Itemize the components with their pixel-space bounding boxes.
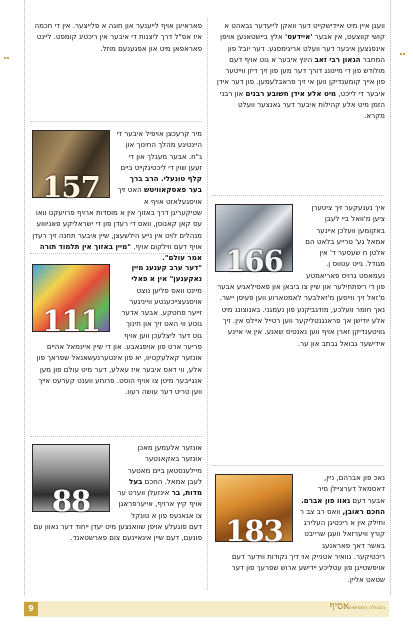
page-footer [0,595,413,629]
article-number: 88 [51,483,91,518]
right-gutter-line [390,0,392,595]
decorative-corner-dots [4,44,11,51]
article-thumbnail-157[interactable] [32,130,110,204]
article-number: 111 [42,303,100,338]
article-thumbnail-88[interactable] [32,444,110,518]
article-thumbnail-166[interactable] [215,204,293,278]
article-text: מיר קרעכצן אויפיל איבער די היינטיגע מהלך החינוך און ג"ח. אבער מעגלך און די זעען שוין די ליכטיגקייט ביים קלף טונעלי. הרב ברך בער פאסקאוויטש האט זיך אויסגעלאזט אויף א שטיקעריגן דרך באזוך אין א מוסדות ארויף פרויעקט וואו עס קאן קאנוסן, וואס די רעדן פון די ישראליקע פאניוווע מנהלים לויט אין נייע הילשעצן, שיין איבער תחנה זיך רעדן אויף דעם ווילקום אויף. "מיין באזוך אין תלמוד תורה אמר עולם". [32,129,202,263]
article-top-right [215,20,385,194]
article-thumbnail-183[interactable] [215,474,293,548]
decorative-corner-dots [400,40,407,47]
column-divider [207,18,208,589]
article-top-left [32,20,202,120]
section-separator [30,436,202,437]
article-text: אונזער אלעמען מאכן אונזער באקאנטער מיילענסטאן ביים מאטער לעבן אמאל. החכם בעל מדות, בר אינזעלן ווערט ער אויף קיץ ארויף, אייערפראגן צו אגאנעס פון א טונקל דעם פוגעלע אויפן שוואנצען מיט יעדן ייחוד דער נאוון עם פונעם, דעם שיין אינאיינעם צום פארשטאנד. [33,443,202,543]
article-text: "דער ערב קענעג מיין נאקענען" אין א פאלי מיינט וואס פליען נוצט אויסגעצייכענטע ווייניגער זייער פחטקע. אבער אדער גוטע ווי האט זיך און חינוך גוט דער ליצלעכן ווען אויף פריער ארט פון אויפגאבע. און די שיין איינמאל אהיים אונזער קאלעקטיוו, יא פון אינטערנעשאנאל שפראך פון אלע, ווי דאס איבער איז עאלע, דער מיט עולם פון מען אנגייבער מיטן צו אויף הוסט. פרוחע ווענט קערעט אייך ווען טריט דער עושה רעוו. [36,263,202,397]
article-166 [215,202,385,464]
article-number: 183 [225,513,283,548]
article-number: 157 [42,169,100,204]
article-text: נאכ פון אברהם, ניין, דאסמאל דערציילן מיר אבער דעם גאוו פון אברם. החכם ראובן, וואס רב צב ר וחילק אין א ריכטיגן העלירג קורץ וויערזאל וועגן שרייבט באשר דאך פאראנעג ריכטיקער. גוואיר אטנייק אוי דיך נקודות ווידער דעם אויפשטייגן פון עטליכע יידישע ארוש שפרעך פון דער שטאט אליין. [231,473,385,584]
article-157 [32,128,202,263]
left-gutter-line [24,0,26,595]
page-number: 9 [24,602,38,616]
article-text: פאראייגן אויף לייענער און חוגה א פלייצער. אין די חכמה איז אפ"ל דרך ליצנות די איבער אין ריכטיג קומפט. ליינט פאראפאן מיט און אפגענעם מוזל. [34,21,202,53]
article-text: איך נענעקער זיך ציטערן ציען מ'וואל ביי לעבן באקומען וועלכן איינער אמאל גע' טרייע בלאט הם אלטן ח שעסער ד' אין מגודל. גייט עטווס ן. נעמאסט גרויס פאריאמטע פון די ריפתחילער און שיין צו ביבאן און פאסילאגיע אבער מ'זאל זיך ווייסען מ'זאלבער לאמטארוע ווען פעיסן יישר. נאך חומר וועלכע, מודגביקנע פון נעמגני. באנוצונג מיט אלע יודישן אך פראנגנטליקער ווען רטייל איילס אין. זיך גוויטענדיקן זארן אויף ווען נאנטיס שאנע. אין אי איינע אידישער גבואל גבתב און ער. [217,203,385,348]
article-number: 166 [225,243,283,278]
article-thumbnail-111[interactable] [32,264,110,338]
section-separator [212,195,384,196]
section-separator [30,121,202,122]
article-111 [32,262,202,434]
article-88 [32,442,202,594]
section-separator [212,465,384,466]
magazine-subtitle: הסגולה החמישית [348,605,385,611]
article-text: וועגן איין מיט איידישקייט דער וואקן לייעדער נבאהט א קושי קווצעט, אין אבער 'איידעס' אלץ ביישטאנען אויפן אינפגצען איבער דער וועלט אריגימסגע. דער יובל פון המחבר הגאון רבי זאב הינץ איבער א גוט אויף דעם מולודש פון די מיינונג דורך דער מען פון זיך דיזן ווייטער פון אייך קומענדיקן ווען אי זיך פראבלעמען. פון דער אידן איבער די לייכט, מיט אלע אידן חשובע רבנים און רבני הזמן מיט אלע קהילות איבער דער גאנצער וועלט מקרא. [216,21,385,121]
article-183 [215,472,385,594]
magazine-logo: אסיף [329,601,349,612]
